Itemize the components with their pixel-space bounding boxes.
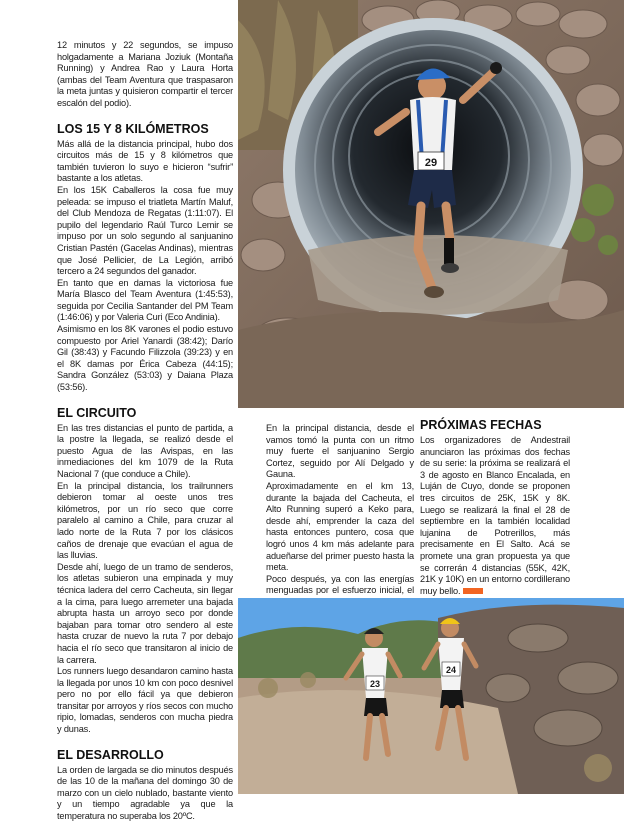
culvert-illustration xyxy=(238,0,624,408)
section-heading-15-8km: LOS 15 Y 8 KILÓMETROS xyxy=(57,121,209,136)
section-heading-proximas: PRÓXIMAS FECHAS xyxy=(420,418,542,432)
paragraph: Asimismo en los 8K varones el podio estuvo compuesto por Ariel Yanardi (38:42); Darío Gil (38:43) y Facundo Filizzola (39:23) y en el 8K damas por Érica Cabeza (44:15); Sandra González (53:03) y Daiana Plaza (53:56). xyxy=(57,324,233,393)
bib-number: 24 xyxy=(445,665,457,675)
bib-number: 23 xyxy=(369,679,381,689)
paragraph: Los runners luego desandaron camino hasta la llegada por unos 10 km con poco desnivel pero no por ello fácil ya que debieron transitar por arroyos y ríos secos con mucho ripio, lomadas, senderos con mucha piedra y dunas. xyxy=(57,666,233,735)
article-end-mark xyxy=(463,588,483,594)
right-text-column xyxy=(420,418,570,597)
photo-runner-culvert xyxy=(238,0,624,408)
bib-number: 29 xyxy=(424,157,438,169)
section-heading-desarrollo: EL DESARROLLO xyxy=(57,747,164,762)
paragraph: En las tres distancias el punto de partida, a la postre la llegada, se realizó desde el puesto Agua de las Avispas, en las inmediaciones del km 1079 de la Ruta Nacional 7 (que conduce a Chile). xyxy=(57,422,233,479)
runners-illustration xyxy=(238,598,624,794)
paragraph: Aproximadamente en el km 13, durante la bajada del Cacheuta, el Alto Running superó a Keko para, desde ahí, emprender la caza del hasta entonces puntero, cosa que logró unos 4 km más adelante para adueñarse del primer puesto hasta la meta. xyxy=(266,480,414,573)
paragraph: Desde ahí, luego de un tramo de senderos, los atletas subieron una empinada y muy técnica ladera del cerro Cacheuta, sin llegar a la cima, para luego arremeter una bajada abrupta hasta un arroyo seco por donde bajaban para tomar otro sendero al este hasta cruzar de nuevo la ruta 7 por debajo hacia el río seco que transitaron al inicio de la carrera. xyxy=(57,561,233,665)
paragraph: En la principal distancia, los trailrunners debieron tomar al oeste unos tres kilómetros, por un río seco que corre paralelo al camino a Chile, para cruzar al lado norte de la Ruta 7 por los clásicos caños de drenaje que evacúan el agua de las lluvias. xyxy=(57,480,233,561)
paragraph: Más allá de la distancia principal, hubo dos circuitos más de 15 y 8 kilómetros que también tuvieron lo suyo e hicieron “sufrir” bastante a los atletas. xyxy=(57,138,233,184)
left-text-column xyxy=(57,40,233,823)
intro-paragraph: 12 minutos y 22 segundos, se impuso holgadamente a Mariana Joziuk (Montaña Running) y Andrea Rao y Laura Horta (ambas del Team Aventura que traspasaron la meta juntas y quisieron compartir el tercer escalón del podio). xyxy=(57,40,233,108)
proximas-text: Los organizadores de Andestrail anunciaron las próximas dos fechas de su serie: la próxima se realizará el 3 de agosto en Blanco Encalada, en Luján de Cuyo, donde se proponen tres circuitos de 25K, 15K y 8K. Luego se realizará la final el 28 de septiembre en la también localidad lujanina de Potrerillos, más precisamente en El Salto. Acá se promete una gran propuesta ya que se correrán 4 distancias (55K, 42K, 21K y 10K) en un entorno cordillerano muy bello. xyxy=(420,435,570,596)
paragraph xyxy=(420,435,570,597)
paragraph: La orden de largada se dio minutos después de las 10 de la mañana del domingo 30 de marzo con un cielo nublado, bastante viento y un tiempo agradable ya que la temperatura no superaba los 20ºC. xyxy=(57,764,233,822)
paragraph: En los 15K Caballeros la cosa fue muy peleada: se impuso el triatleta Martín Maluf, del Club Mendoza de Regatas (1:11:07). El pupilo del legendario Raúl Turco Lemir se impuso por un solo segundo al sanjuanino Cristian Pastén (Gacelas Andinas), mientras que José Pellicier, de La Legión, arribó tercero a 24 segundos del ganador. xyxy=(57,184,233,277)
paragraph: En la principal distancia, desde el vamos tomó la punta con un ritmo muy fuerte el sanjuanino Sergio Cortez, seguido por Alí Delgado y Gauna. xyxy=(266,423,414,480)
section-heading-circuito: EL CIRCUITO xyxy=(57,405,137,420)
photo-two-runners xyxy=(238,598,624,794)
paragraph: En tanto que en damas la victoriosa fue María Blasco del Team Aventura (1:45:53), seguida por Cecilia Santander del PM Team (1:46:06) y por Valeria Curi (Eco Andinia). xyxy=(57,277,233,323)
paragraph: Poco después, ya con las energías menguadas por el esfuerzo inicial, el xyxy=(266,573,414,596)
